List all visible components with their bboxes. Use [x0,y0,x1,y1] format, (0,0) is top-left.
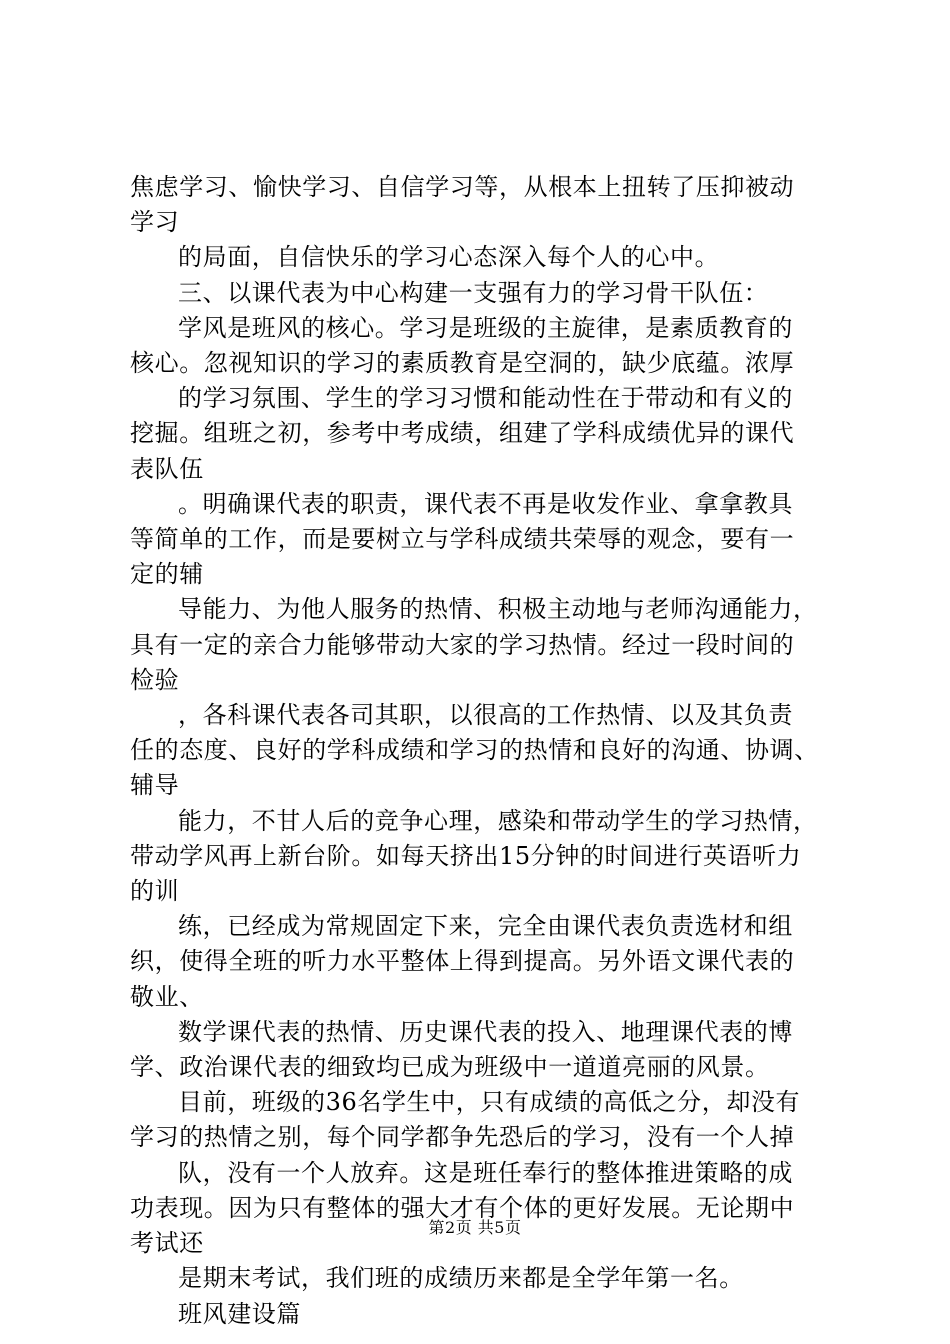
text-line: 学习 [130,208,180,237]
text-line: 焦虑学习、愉快学习、自信学习等，从根本上扭转了压抑被动 [130,173,795,201]
text-line: 表队伍 [130,454,204,483]
text-line: 功表现。因为只有整体的强大才有个体的更好发展。无论期中 [130,1193,795,1222]
text-line: 数学课代表的热情、历史课代表的投入、地理课代表的博 [178,1017,793,1046]
text-line: 织，使得全班的听力水平整体上得到提高。另外语文课代表的 [130,947,795,976]
text-line: 考试还 [130,1229,204,1258]
text-line: 的局面，自信快乐的学习心态深入每个人的心中。 [178,243,720,272]
page-number-footer: 第2页 共5页 [428,1218,522,1237]
text-line: 辅导 [130,771,180,800]
text-line: 学风是班风的核心。学习是班级的主旋律，是素质教育的 [178,313,793,342]
text-line: 带动学风再上新台阶。如每天挤出15分钟的时间进行英语听力 [130,841,802,870]
text-line: 是期末考试，我们班的成绩历来都是全学年第一名。 [178,1264,744,1293]
text-line: 定的辅 [130,560,204,589]
text-line: 具有一定的亲合力能够带动大家的学习热情。经过一段时间的 [130,630,795,659]
text-line: 的训 [130,877,180,906]
text-line: 能力，不甘人后的竞争心理，感染和带动学生的学习热情， [178,806,818,835]
text-line: 的学习氛围、学生的学习习惯和能动性在于带动和有义的 [178,384,793,413]
text-line: 。明确课代表的职责，课代表不再是收发作业、拿拿教具 [178,489,793,518]
text-line: 学、政治课代表的细致均已成为班级中一道道亮丽的风景。 [130,1053,770,1082]
text-line: 队，没有一个人放弃。这是班任奉行的整体推进策略的成 [178,1158,793,1187]
text-line: 三、以课代表为中心构建一支强有力的学习骨干队伍： [178,278,769,307]
text-line: ，各科课代表各司其职，以很高的工作热情、以及其负责 [178,701,793,730]
text-line: 检验 [130,665,180,694]
text-line: 等简单的工作，而是要树立与学科成绩共荣辱的观念，要有一 [130,525,795,554]
text-line: 任的态度、良好的学科成绩和学习的热情和良好的沟通、协调、 [130,736,819,765]
text-line: 练，已经成为常规固定下来，完全由课代表负责选材和组 [178,912,793,941]
body-text [130,170,830,1332]
text-line: 班风建设篇 [178,1299,301,1328]
text-line: 学习的热情之别，每个同学都争先恐后的学习，没有一个人掉 [130,1123,795,1152]
text-line: 目前，班级的36名学生中，只有成绩的高低之分，却没有 [178,1088,801,1117]
text-line: 敬业、 [130,982,204,1011]
text-line: 核心。忽视知识的学习的素质教育是空洞的，缺少底蕴。浓厚 [130,349,795,378]
text-line: 导能力、为他人服务的热情、积极主动地与老师沟通能力， [178,595,818,624]
text-line: 挖掘。组班之初，参考中考成绩，组建了学科成绩优异的课代 [130,419,795,448]
